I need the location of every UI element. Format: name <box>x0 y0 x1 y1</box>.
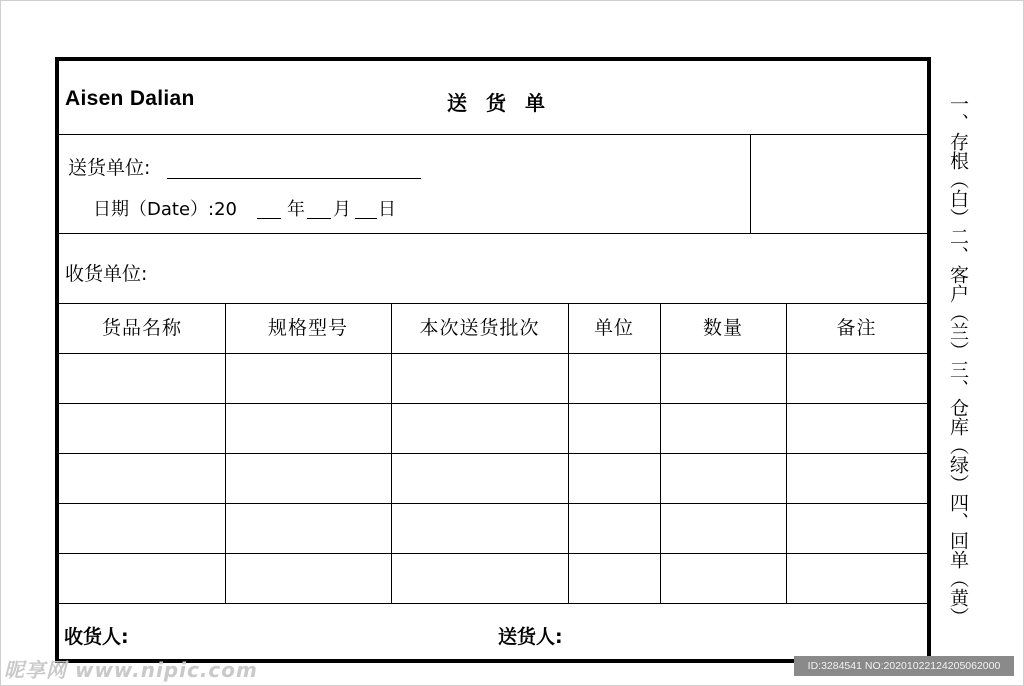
col-unit: 单位 <box>593 317 634 339</box>
table-col-divider <box>568 303 569 603</box>
info-box-divider <box>750 134 751 233</box>
info-divider <box>59 233 927 234</box>
receiver-signature-label: 收货人: <box>64 626 129 648</box>
company-name: Aisen Dalian <box>65 87 195 110</box>
header-divider <box>59 134 927 135</box>
date-year-label: 年 <box>287 199 305 220</box>
sender-signature-label: 送货人: <box>498 626 563 648</box>
date-day-field[interactable] <box>355 218 377 219</box>
site-watermark: 昵享网 www.nipic.com <box>4 658 258 682</box>
table-bottom-border <box>59 603 927 604</box>
col-quantity: 数量 <box>702 317 743 339</box>
table-row-divider <box>59 403 927 404</box>
date-day-label: 日 <box>378 199 396 220</box>
delivery-note-form <box>55 57 931 663</box>
table-row-divider <box>59 553 927 554</box>
table-row-divider <box>59 453 927 454</box>
table-col-divider <box>786 303 787 603</box>
form-title: 送 货 单 <box>447 91 551 115</box>
col-remarks: 备注 <box>836 317 877 339</box>
date-label: 日期（Date）:20 <box>93 199 237 220</box>
table-col-divider <box>391 303 392 603</box>
copies-note: 一、存根（白）二、客户（兰）三、仓库（绿）四、回单（黄） <box>947 94 969 626</box>
id-watermark: ID:3284541 NO:20201022124205062000 <box>794 656 1014 676</box>
col-batch: 本次送货批次 <box>419 317 540 339</box>
col-goods-name: 货品名称 <box>101 317 182 339</box>
sender-unit-field[interactable] <box>167 178 421 179</box>
sender-unit-label: 送货单位: <box>68 157 151 179</box>
table-col-divider <box>225 303 226 603</box>
table-header-divider <box>59 353 927 354</box>
table-row-divider <box>59 503 927 504</box>
date-month-label: 月 <box>333 199 351 220</box>
col-spec-model: 规格型号 <box>267 317 348 339</box>
table-col-divider <box>660 303 661 603</box>
receiver-unit-label: 收货单位: <box>65 263 148 285</box>
date-month-field[interactable] <box>307 218 331 219</box>
date-year-field[interactable] <box>257 218 281 219</box>
